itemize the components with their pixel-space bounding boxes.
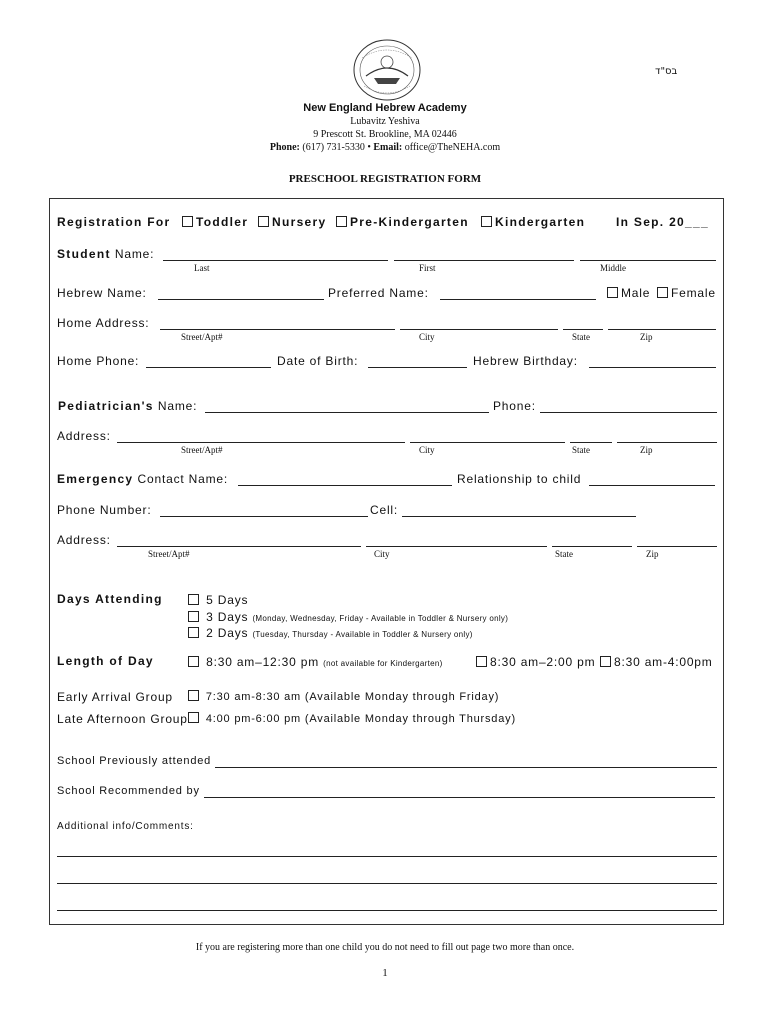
checkbox-icon[interactable] — [481, 216, 492, 227]
contact-line — [0, 142, 770, 153]
comments-line-2[interactable] — [57, 883, 717, 884]
sub-zip: Zip — [640, 445, 653, 455]
checkbox-icon[interactable] — [188, 627, 199, 638]
hebrew-mark: בס"ד — [655, 66, 678, 77]
home-street-field[interactable] — [160, 329, 395, 330]
email-value: office@TheNEHA.com — [404, 142, 501, 153]
pediatrician-phone-label: Phone: — [493, 399, 536, 413]
relationship-field[interactable] — [589, 485, 715, 486]
sub-city: City — [419, 445, 435, 455]
emergency-cell-field[interactable] — [402, 516, 636, 517]
late-afternoon-option[interactable]: 4:00 pm-6:00 pm (Available Monday through Thursday) — [188, 712, 516, 725]
sub-street: Street/Apt# — [181, 332, 223, 342]
hebrew-birthday-field[interactable] — [589, 367, 716, 368]
option-female[interactable]: Female — [657, 286, 716, 300]
emergency-street-field[interactable] — [117, 546, 361, 547]
checkbox-icon[interactable] — [336, 216, 347, 227]
student-middle-name-field[interactable] — [580, 260, 716, 261]
emergency-state-field[interactable] — [552, 546, 632, 547]
early-arrival-option[interactable]: 7:30 am-8:30 am (Available Monday through Friday) — [188, 690, 499, 703]
option-nursery[interactable]: Nursery — [258, 215, 326, 229]
phone-label: Phone: — [269, 142, 300, 153]
phone-value: (617) 731-5330 • — [302, 142, 371, 153]
student-first-name-field[interactable] — [394, 260, 574, 261]
option-toddler[interactable]: Toddler — [182, 215, 248, 229]
sub-city: City — [419, 332, 435, 342]
home-phone-field[interactable] — [146, 367, 271, 368]
registration-label: Registration For — [57, 215, 171, 229]
school-recommended-label: School Recommended by — [57, 785, 200, 797]
emergency-city-field[interactable] — [366, 546, 547, 547]
pediatrician-address-label: Address: — [57, 429, 111, 443]
checkbox-icon[interactable] — [600, 656, 611, 667]
checkbox-icon[interactable] — [258, 216, 269, 227]
home-address-label: Home Address: — [57, 316, 150, 330]
sub-last: Last — [194, 263, 210, 273]
length-option-3[interactable]: 8:30 am-4:00pm — [600, 655, 713, 669]
school-subtitle: Lubavitz Yeshiva — [350, 116, 420, 127]
hebrew-name-label: Hebrew Name: — [57, 286, 147, 300]
school-recommended-field[interactable] — [204, 797, 715, 798]
emergency-phone-label: Phone Number: — [57, 503, 152, 517]
pediatrician-city-field[interactable] — [410, 442, 565, 443]
checkbox-icon[interactable] — [476, 656, 487, 667]
dob-field[interactable] — [368, 367, 467, 368]
sub-middle: Middle — [600, 263, 626, 273]
school-seal-logo — [352, 38, 422, 102]
pediatrician-name-field[interactable] — [205, 412, 489, 413]
home-state-field[interactable] — [563, 329, 603, 330]
length-option-1[interactable]: 8:30 am–12:30 pm (not available for Kindergarten) — [188, 655, 443, 669]
school-address: 9 Prescott St. Brookline, MA 02446 — [313, 129, 457, 140]
pediatrician-label: Pediatrician's Name: — [58, 399, 198, 413]
pediatrician-street-field[interactable] — [117, 442, 405, 443]
checkbox-icon[interactable] — [182, 216, 193, 227]
checkbox-icon[interactable] — [607, 287, 618, 298]
days-option-2[interactable]: 2 Days (Tuesday, Thursday - Available in Toddler & Nursery only) — [188, 626, 473, 640]
student-name-label: Student Name: — [57, 247, 155, 261]
emergency-name-field[interactable] — [238, 485, 452, 486]
school-previous-label: School Previously attended — [57, 755, 212, 767]
home-city-field[interactable] — [400, 329, 558, 330]
days-option-3[interactable]: 3 Days (Monday, Wednesday, Friday - Available in Toddler & Nursery only) — [188, 610, 508, 624]
footer-note: If you are registering more than one child you do not need to fill out page two more than once. — [195, 942, 575, 953]
option-male[interactable]: Male — [607, 286, 650, 300]
sub-zip: Zip — [646, 549, 659, 559]
pediatrician-state-field[interactable] — [570, 442, 612, 443]
home-phone-label: Home Phone: — [57, 354, 140, 368]
sub-street: Street/Apt# — [148, 549, 190, 559]
option-kindergarten[interactable]: Kindergarten — [481, 215, 585, 229]
dob-label: Date of Birth: — [277, 354, 359, 368]
in-sep-year[interactable]: In Sep. 20___ — [616, 215, 709, 229]
hebrew-birthday-label: Hebrew Birthday: — [473, 354, 578, 368]
option-pre-kindergarten[interactable]: Pre-Kindergarten — [336, 215, 469, 229]
student-last-name-field[interactable] — [163, 260, 388, 261]
sub-state: State — [572, 445, 590, 455]
sub-street: Street/Apt# — [181, 445, 223, 455]
sub-state: State — [555, 549, 573, 559]
school-name: New England Hebrew Academy — [303, 102, 467, 114]
hebrew-name-field[interactable] — [158, 299, 324, 300]
emergency-phone-field[interactable] — [160, 516, 368, 517]
email-label: Email: — [373, 142, 403, 153]
length-option-2[interactable]: 8:30 am–2:00 pm — [476, 655, 595, 669]
emergency-label: Emergency Contact Name: — [57, 472, 228, 486]
sub-first: First — [419, 263, 436, 273]
relationship-label: Relationship to child — [457, 472, 582, 486]
early-arrival-label: Early Arrival Group — [57, 690, 173, 704]
comments-line-1[interactable] — [57, 856, 717, 857]
page-number: 1 — [382, 967, 388, 979]
checkbox-icon[interactable] — [188, 690, 199, 701]
form-title: PRESCHOOL REGISTRATION FORM — [288, 173, 482, 185]
pediatrician-phone-field[interactable] — [540, 412, 717, 413]
pediatrician-zip-field[interactable] — [617, 442, 717, 443]
late-afternoon-label: Late Afternoon Group — [57, 712, 188, 726]
school-previous-field[interactable] — [215, 767, 717, 768]
checkbox-icon[interactable] — [188, 712, 199, 723]
length-of-day-label: Length of Day — [57, 654, 154, 668]
sub-zip: Zip — [640, 332, 653, 342]
comments-line-3[interactable] — [57, 910, 717, 911]
preferred-name-field[interactable] — [440, 299, 596, 300]
form-box — [49, 198, 724, 925]
preferred-name-label: Preferred Name: — [328, 286, 429, 300]
checkbox-icon[interactable] — [188, 656, 199, 667]
days-option-5[interactable]: 5 Days — [188, 593, 248, 607]
checkbox-icon[interactable] — [188, 594, 199, 605]
sub-city: City — [374, 549, 390, 559]
days-attending-label: Days Attending — [57, 592, 163, 606]
sub-state: State — [572, 332, 590, 342]
emergency-address-label: Address: — [57, 533, 111, 547]
checkbox-icon[interactable] — [657, 287, 668, 298]
comments-label: Additional info/Comments: — [57, 821, 194, 832]
emergency-zip-field[interactable] — [637, 546, 717, 547]
emergency-cell-label: Cell: — [370, 503, 399, 517]
checkbox-icon[interactable] — [188, 611, 199, 622]
home-zip-field[interactable] — [608, 329, 716, 330]
